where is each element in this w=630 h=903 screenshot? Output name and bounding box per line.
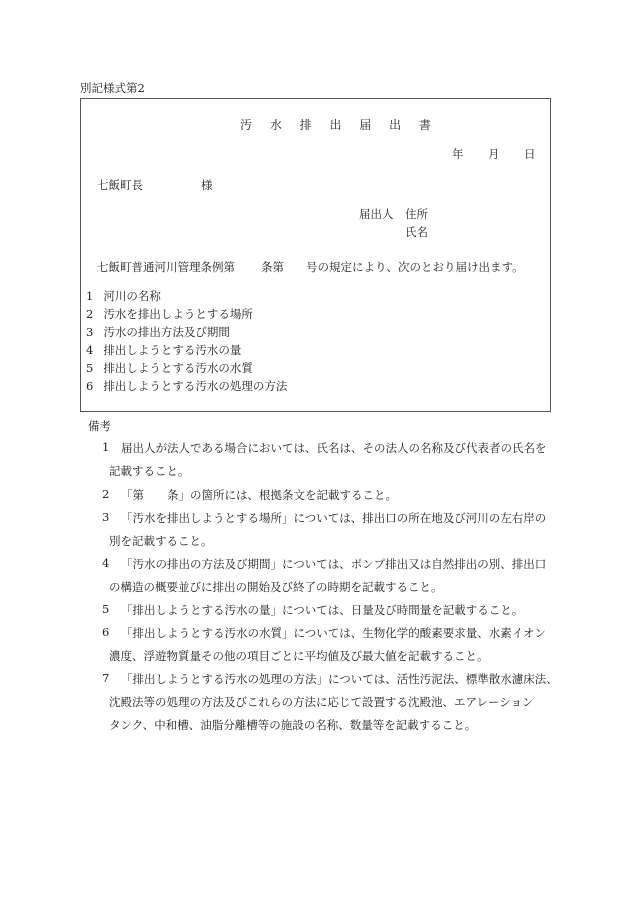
- note-number: 3: [102, 510, 110, 524]
- list-item: [86, 324, 230, 340]
- list-item: [86, 378, 287, 394]
- form-title: 汚 水 排 出 届 出 書: [240, 118, 438, 132]
- note-line: 「第 条」の箇所には、根拠条文を記載すること。: [121, 488, 397, 502]
- note-line: 「排出しようとする汚水の処理の方法」については、活性汚泥法、標準散水濾床法、: [121, 672, 558, 686]
- note-number: 4: [102, 556, 110, 570]
- applicant-address-label: 住所: [405, 207, 428, 221]
- applicant-label: 届出人: [359, 207, 394, 221]
- note-number: 5: [102, 602, 110, 616]
- item-text: 排出しようとする汚水の水質: [103, 361, 253, 375]
- note-number: 7: [102, 671, 110, 685]
- item-text: 汚水の排出方法及び期間: [103, 325, 230, 339]
- date-year-label: 年: [452, 147, 464, 161]
- item-number: 4: [86, 343, 94, 357]
- note-line: タンク、中和槽、油脂分離槽等の施設の名称、数量等を記載すること。: [109, 718, 477, 732]
- list-item: [86, 360, 253, 376]
- note-number: 6: [102, 625, 110, 639]
- note-line: 「排出しようとする汚水の水質」については、生物化学的酸素要求量、水素イオン: [121, 626, 546, 640]
- note-number: 1: [102, 440, 110, 454]
- item-number: 1: [86, 289, 94, 303]
- applicant-name-label: 氏名: [405, 225, 428, 239]
- note-line: 沈殿法等の処理の方法及びこれらの方法に応じて設置する沈殿池、エアレーション: [109, 695, 534, 709]
- item-text: 排出しようとする汚水の量: [103, 343, 242, 357]
- item-text: 汚水を排出しようとする場所: [103, 307, 253, 321]
- item-text: 排出しようとする汚水の処理の方法: [103, 379, 288, 393]
- date-month-label: 月: [488, 147, 500, 161]
- note-number: 2: [102, 487, 110, 501]
- note-line: 届出人が法人である場合においては、氏名は、その法人の名称及び代表者の氏名を: [121, 441, 547, 455]
- note-line: 濃度、浮遊物質量その他の項目ごとに平均値及び最大値を記載すること。: [109, 649, 489, 663]
- list-item: [86, 342, 241, 358]
- list-item: [86, 288, 161, 304]
- note-line: 「排出しようとする汚水の量」については、日量及び時間量を記載すること。: [121, 603, 524, 617]
- statement-part2: 条第: [261, 260, 284, 274]
- statement-part1: 七飯町普通河川管理条例第: [97, 260, 235, 274]
- statement-part3: 号の規定により、次のとおり届け出ます。: [306, 260, 524, 274]
- notes-heading: 備考: [88, 419, 111, 433]
- item-text: 河川の名称: [103, 289, 161, 303]
- item-number: 5: [86, 361, 94, 375]
- note-line: 記載すること。: [109, 464, 190, 478]
- item-number: 3: [86, 325, 94, 339]
- note-line: の構造の概要並びに排出の開始及び終了の時期を記載すること。: [109, 580, 443, 594]
- date-day-label: 日: [524, 147, 536, 161]
- note-line: 「汚水を排出しようとする場所」については、排出口の所在地及び河川の左右岸の: [121, 511, 547, 525]
- item-number: 2: [86, 307, 94, 321]
- addressee-honorific: 様: [201, 178, 213, 192]
- item-number: 6: [86, 379, 94, 393]
- addressee-name: 七飯町長: [97, 178, 143, 192]
- list-item: [86, 306, 253, 322]
- form-number-label: 別記様式第2: [80, 81, 145, 95]
- note-line: 別を記載すること。: [109, 534, 213, 548]
- note-line: 「汚水の排出の方法及び期間」については、ポンプ排出又は自然排出の別、排出口: [121, 557, 547, 571]
